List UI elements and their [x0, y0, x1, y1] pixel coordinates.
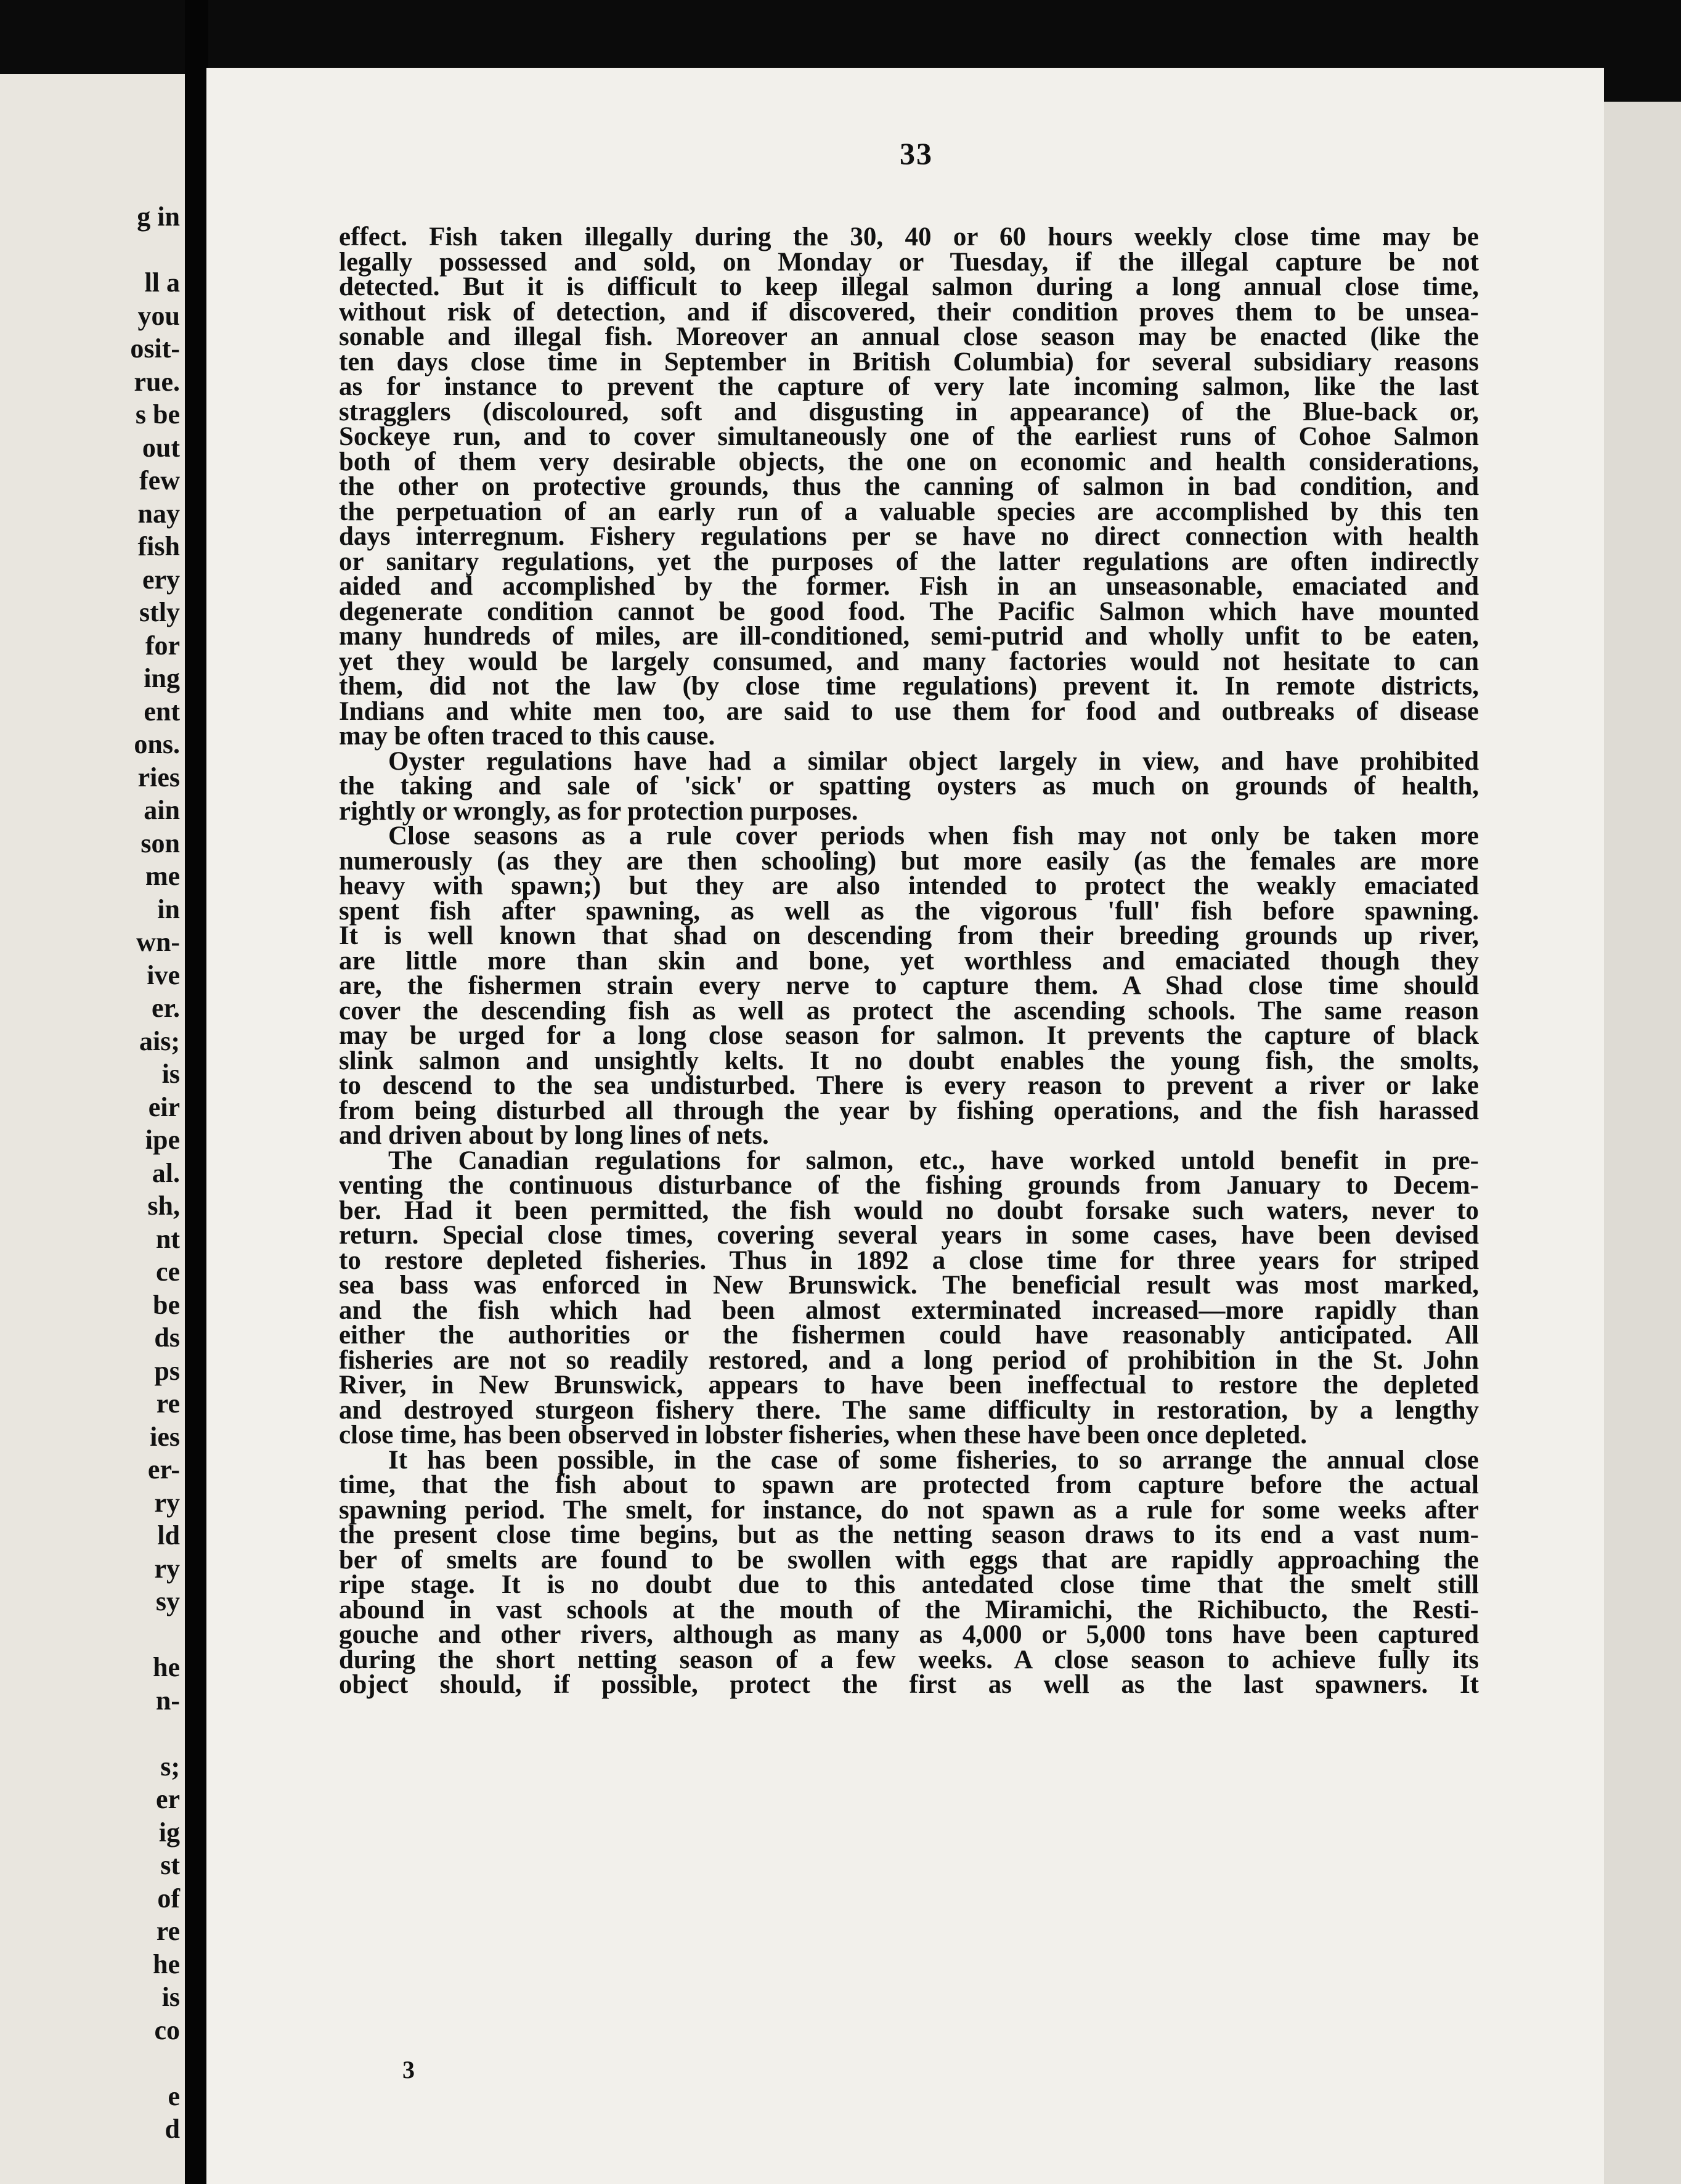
left-fragment: ery: [142, 564, 180, 595]
left-fragment: co: [154, 2015, 180, 2045]
text-line: object should, if possible, protect the first as well as the last spawners. It: [339, 1670, 1479, 1699]
left-fragment: he: [153, 1949, 180, 1979]
left-fragment: ig: [158, 1817, 180, 1848]
text-line: the present close time begins, but as the netting season draws to its end a vast num-: [339, 1520, 1479, 1549]
left-fragment: ies: [150, 1421, 180, 1452]
left-fragment: in: [157, 894, 180, 924]
text-line: spawning period. The smelt, for instance, do not spawn as a rule for some weeks after: [339, 1495, 1479, 1525]
text-line: the taking and sale of 'sick' or spatting oysters as much on grounds of health,: [339, 772, 1479, 801]
text-line: are, the fishermen strain every nerve to capture them. A Shad close time should: [339, 971, 1479, 1000]
left-fragment: g in: [137, 202, 180, 232]
left-fragment: er-: [147, 1454, 180, 1485]
left-fragment: eir: [148, 1091, 180, 1122]
left-page-edge: [0, 74, 185, 2184]
left-fragment: al.: [152, 1157, 180, 1188]
text-line: from being disturbed all through the year by fishing operations, and the fish harassed: [339, 1096, 1479, 1125]
text-line: or sanitary regulations, yet the purposes of the latter regulations are often indirectly: [339, 547, 1479, 576]
text-line: cover the descending fish as well as protect the ascending schools. The same reason: [339, 996, 1479, 1025]
text-line: the perpetuation of an early run of a valuable species are accomplished by this ten: [339, 497, 1479, 526]
text-line: abound in vast schools at the mouth of the Miramichi, the Richibucto, the Resti-: [339, 1595, 1479, 1624]
left-fragment: be: [153, 1289, 180, 1320]
text-line: ripe stage. It is no doubt due to this antedated close time that the smelt still: [339, 1570, 1479, 1599]
left-fragment: ds: [154, 1322, 180, 1353]
text-line: effect. Fish taken illegally during the 30, 40 or 60 hours weekly close time may be: [339, 222, 1479, 251]
left-fragment: ain: [144, 795, 180, 825]
left-fragment: stly: [139, 597, 180, 627]
left-fragment: ries: [137, 762, 180, 793]
paragraph: [339, 222, 1479, 751]
left-fragment: ry: [154, 1553, 180, 1584]
text-line: numerously (as they are then schooling) but more easily (as the females are more: [339, 846, 1479, 876]
text-line: without risk of detection, and if discovered, their condition proves them to be unsea-: [339, 297, 1479, 327]
left-fragment: s be: [135, 399, 180, 430]
text-line: Sockeye run, and to cover simultaneously one of the earliest runs of Cohoe Salmon: [339, 422, 1479, 451]
text-line: during the short netting season of a few weeks. A close season to achieve fully its: [339, 1645, 1479, 1674]
left-fragment: ons.: [134, 729, 180, 759]
text-line: The Canadian regulations for salmon, etc., have worked untold benefit in pre-: [388, 1146, 1479, 1175]
left-fragment: s;: [160, 1751, 180, 1782]
book-gutter: [185, 0, 208, 2184]
text-line: stragglers (discoloured, soft and disgusting in appearance) of the Blue-back or,: [339, 397, 1479, 426]
left-fragment: ld: [157, 1520, 180, 1550]
left-page-text-fragments: [130, 200, 180, 2146]
left-fragment: for: [145, 630, 180, 661]
left-fragment: nay: [137, 498, 180, 529]
left-fragment: [130, 234, 180, 267]
paragraph: [339, 821, 1479, 1150]
text-line: days interregnum. Fishery regulations per se have no direct connection with health: [339, 522, 1479, 551]
text-line: heavy with spawn;) but they are also intended to protect the weakly emaciated: [339, 871, 1479, 900]
left-fragment: you: [137, 300, 180, 331]
left-fragment: re: [156, 1916, 180, 1946]
body-text: [339, 222, 1479, 1699]
left-fragment: [130, 1618, 180, 1652]
left-fragment: ent: [144, 696, 180, 727]
text-line: detected. But it is difficult to keep illegal salmon during a long annual close time,: [339, 272, 1479, 301]
left-fragment: out: [142, 432, 180, 463]
text-line: close time, has been observed in lobster fisheries, when these have been once depleted.: [339, 1420, 1307, 1449]
page-number: 33: [900, 136, 933, 171]
text-line: both of them very desirable objects, the one on economic and health considerations,: [339, 447, 1479, 476]
main-page: [206, 68, 1604, 2184]
text-line: return. Special close times, covering several years in some cases, have been devised: [339, 1221, 1479, 1250]
left-fragment: fish: [137, 531, 180, 561]
left-fragment: few: [139, 465, 180, 495]
text-line: rightly or wrongly, as for protection purposes.: [339, 796, 858, 826]
left-fragment: osit-: [130, 333, 180, 364]
left-fragment: [130, 1717, 180, 1750]
text-line: to descend to the sea undisturbed. There is every reason to prevent a river or lake: [339, 1071, 1479, 1100]
left-fragment: nt: [155, 1223, 180, 1254]
left-fragment: is: [161, 1982, 180, 2012]
paragraph: [339, 1146, 1479, 1449]
left-fragment: sh,: [147, 1191, 180, 1221]
text-line: It is well known that shad on descending from their breeding grounds up river,: [339, 921, 1479, 950]
left-fragment: er: [155, 1784, 180, 1814]
left-fragment: ipe: [145, 1125, 180, 1155]
text-line: fisheries are not so readily restored, and a long period of prohibition in the St. John: [339, 1345, 1479, 1375]
text-line: yet they would be largely consumed, and many factories would not hesitate to can: [339, 646, 1479, 676]
text-line: Close seasons as a rule cover periods when fish may not only be taken more: [388, 821, 1479, 850]
text-line: ten days close time in September in British Columbia) for several subsidiary reasons: [339, 347, 1479, 377]
left-fragment: is: [161, 1059, 180, 1089]
right-page-edge: [1604, 102, 1681, 2184]
left-fragment: ing: [144, 663, 180, 693]
left-fragment: ll a: [144, 267, 180, 298]
text-line: sea bass was enforced in New Brunswick. The beneficial result was most marked,: [339, 1271, 1479, 1300]
left-fragment: ry: [154, 1487, 180, 1518]
text-line: aided and accomplished by the former. Fish in an unseasonable, emaciated and: [339, 572, 1479, 601]
text-line: legally possessed and sold, on Monday or Tuesday, if the illegal capture be not: [339, 247, 1479, 277]
text-line: are little more than skin and bone, yet worthless and emaciated though they: [339, 946, 1479, 976]
left-fragment: he: [153, 1652, 180, 1682]
left-fragment: ps: [154, 1355, 180, 1386]
text-line: and the fish which had been almost exterminated increased—more rapidly than: [339, 1295, 1479, 1325]
left-fragment: n-: [155, 1685, 180, 1716]
left-fragment: ce: [155, 1257, 180, 1287]
paragraph: [339, 1445, 1479, 1699]
text-line: to restore depleted fisheries. Thus in 1892 a close time for three years for striped: [339, 1245, 1479, 1275]
left-fragment: ais;: [139, 1025, 180, 1056]
text-line: ber. Had it been permitted, the fish would no doubt forsake such waters, never to: [339, 1196, 1479, 1225]
text-line: River, in New Brunswick, appears to have been ineffectual to restore the depleted: [339, 1371, 1479, 1400]
text-line: may be often traced to this cause.: [339, 722, 715, 751]
left-fragment: ive: [147, 960, 180, 990]
signature-mark: 3: [402, 2056, 415, 2084]
text-line: as for instance to prevent the capture of very late incoming salmon, like the last: [339, 372, 1479, 401]
text-line: and destroyed sturgeon fishery there. The same difficulty in restoration, by a lengthy: [339, 1395, 1479, 1425]
text-line: many hundreds of miles, are ill-conditioned, semi-putrid and wholly unfit to be eaten,: [339, 622, 1479, 651]
text-line: degenerate condition cannot be good food. The Pacific Salmon which have mounted: [339, 597, 1479, 626]
paragraph: [339, 746, 1479, 826]
text-line: slink salmon and unsightly kelts. It no doubt enables the young fish, the smolts,: [339, 1046, 1479, 1075]
text-line: and driven about by long lines of nets.: [339, 1121, 769, 1150]
left-fragment: st: [160, 1850, 180, 1880]
left-fragment: wn-: [136, 927, 180, 957]
text-line: sonable and illegal fish. Moreover an annual close season may be enacted (like the: [339, 322, 1479, 351]
left-fragment: d: [165, 2114, 180, 2144]
left-fragment: me: [145, 861, 180, 891]
text-line: the other on protective grounds, thus the canning of salmon in bad condition, and: [339, 472, 1479, 501]
text-line: gouche and other rivers, although as many as 4,000 or 5,000 tons have been captured: [339, 1620, 1479, 1649]
left-fragment: son: [140, 828, 180, 858]
text-line: them, did not the law (by close time regulations) prevent it. In remote districts,: [339, 672, 1479, 701]
left-fragment: re: [156, 1388, 180, 1419]
text-line: Indians and white men too, are said to use them for food and outbreaks of disease: [339, 696, 1479, 726]
text-line: may be urged for a long close season for salmon. It prevents the capture of black: [339, 1021, 1479, 1050]
text-line: It has been possible, in the case of some fisheries, to so arrange the annual close: [388, 1445, 1479, 1475]
left-fragment: e: [168, 2080, 180, 2111]
text-line: time, that the fish about to spawn are protected from capture before the actual: [339, 1470, 1479, 1499]
text-line: spent fish after spawning, as well as the vigorous 'full' fish before spawning.: [339, 896, 1479, 926]
left-fragment: of: [157, 1883, 180, 1913]
left-fragment: er.: [151, 993, 180, 1023]
text-line: ber of smelts are found to be swollen with eggs that are rapidly approaching the: [339, 1545, 1479, 1575]
text-line: venting the continuous disturbance of the fishing grounds from January to Decem-: [339, 1171, 1479, 1200]
text-line: Oyster regulations have had a similar object largely in view, and have prohibited: [388, 746, 1479, 776]
text-line: either the authorities or the fishermen could have reasonably anticipated. All: [339, 1321, 1479, 1350]
left-fragment: rue.: [134, 366, 180, 397]
left-fragment: [130, 2047, 180, 2080]
left-fragment: sy: [155, 1586, 180, 1616]
